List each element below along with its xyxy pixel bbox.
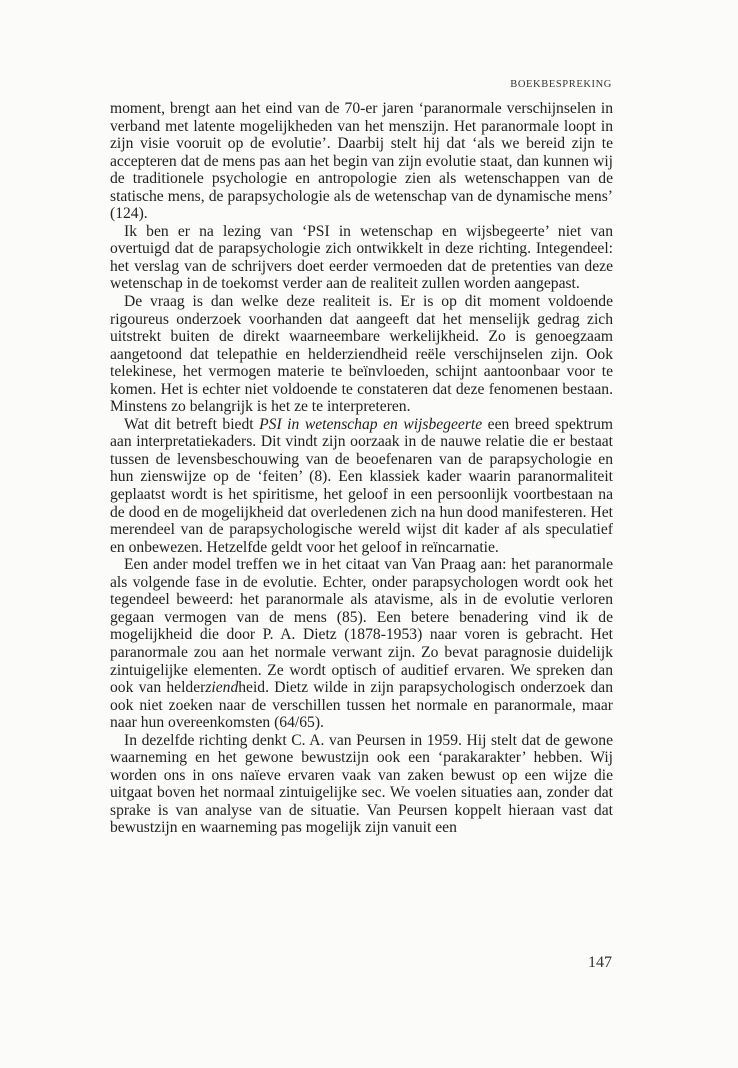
body-text xyxy=(110,100,613,837)
paragraph-1: moment, brengt aan het eind van de 70-er jaren ‘paranormale verschijnselen in verband met latente mogelijkheden van het menszijn. Het paranormale loopt in zijn visie vooruit op de evolutie’. Daarbij stelt hij dat ‘als we bereid zijn te accepteren dat de mens pas aan het begin van zijn evolutie staat, dan kunnen wij de traditionele psychologie en antropologie zien als wetenschappen van de statische mens, de parapsychologie als de wetenschap van de dynamische mens’ (124). xyxy=(110,100,613,223)
running-header: BOEKBESPREKING xyxy=(510,79,612,90)
paragraph-6: In dezelfde richting denkt C. A. van Peursen in 1959. Hij stelt dat de gewone waarneming en het gewone bewustzijn ook een ‘parakarakter’ hebben. Wij worden ons in ons naïeve ervaren vaak van zaken bewust op een wijze die uitgaat boven het normaal zintuigelijke sec. We voelen situaties aan, zonder dat sprake is van analyse van de situatie. Van Peursen koppelt hieraan vast dat bewustzijn en waarneming pas mogelijk zijn vanuit een xyxy=(110,731,613,837)
paragraph-4-pre: Wat dit betreft biedt xyxy=(124,415,260,433)
page-number: 147 xyxy=(588,954,612,971)
paragraph-5 xyxy=(110,556,613,731)
paragraph-3: De vraag is dan welke deze realiteit is. Er is op dit moment voldoende rigoureus onderzoek voorhanden dat aangeeft dat het menselijk gedrag zich uitstrekt buiten de direkt waarneembare werkelijkheid. Zo is genoegzaam aangetoond dat telepathie en helderziendheid reële verschijnselen zijn. Ook telekinese, het vermogen materie te beïnvloeden, schijnt aantoonbaar voor te komen. Het is echter niet voldoende te constateren dat deze fenomenen bestaan. Minstens zo belangrijk is het ze te interpreteren. xyxy=(110,293,613,416)
paragraph-4 xyxy=(110,416,613,556)
paragraph-5-post: heid. Dietz wilde in zijn parapsychologisch onderzoek dan ook niet zoeken naar de verschillen tussen het normale en paranormale, maar naar hun overeenkomsten (64/65). xyxy=(110,679,613,732)
paragraph-4-post: een breed spektrum aan interpretatiekaders. Dit vindt zijn oorzaak in de nauwe relatie die er bestaat tussen de levensbeschouwing van de beoefenaren van de parapsychologie en hun zienswijze op de ‘feiten’ (8). Een klassiek kader waarin paranormaliteit geplaatst wordt is het spiritisme, het geloof in een persoonlijk voortbestaan na de dood en de mogelijkheid dat overledenen zich na hun dood manifesteren. Het merendeel van de parapsychologische wereld wijst dit kader af als speculatief en onbewezen. Hetzelfde geldt voor het geloof in reïncarnatie. xyxy=(110,415,614,556)
emphasis-italic: ziend xyxy=(205,679,239,697)
paragraph-2: Ik ben er na lezing van ‘PSI in wetenschap en wijsbegeerte’ niet van overtuigd dat de parapsychologie zich ontwikkelt in deze richting. Integendeel: het verslag van de schrijvers doet eerder vermoeden dat de pretenties van deze wetenschap in de toekomst verder aan de realiteit zullen worden aangepast. xyxy=(110,222,613,293)
paragraph-5-pre: Een ander model treffen we in het citaat van Van Praag aan: het paranormale als volgende fase in de evolutie. Echter, onder parapsychologen wordt ook het tegendeel beweerd: het paranormale als atavisme, als in de evolutie verloren gegaan vermogen van de mens (85). Een betere benadering vind ik de mogelijkheid die door P. A. Dietz (1878-1953) naar voren is gebracht. Het paranormale zou aan het normale verwant zijn. Zo bevat paragnosie duidelijk zintuigelijke elementen. Ze wordt optisch of auditief ervaren. We spreken dan ook van helder xyxy=(110,556,613,697)
book-title-italic: PSI in wetenschap en wijsbegeerte xyxy=(259,415,483,433)
